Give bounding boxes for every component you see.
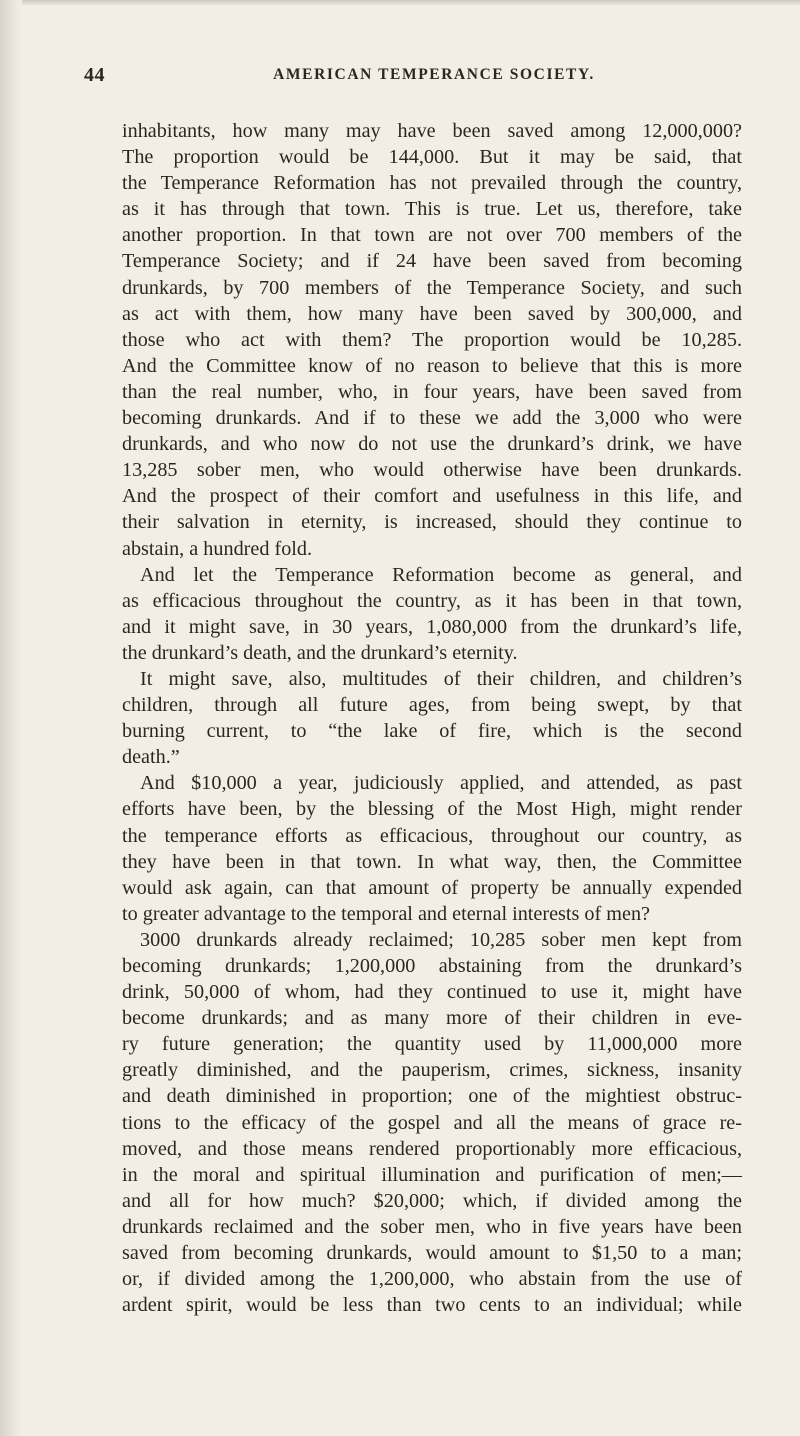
text-line: and death diminished in proportion; one of the mightiest obstruc- [122, 1085, 742, 1108]
text-line: And $10,000 a year, judiciously applied, and attended, as past [140, 772, 742, 795]
text-line: It might save, also, multitudes of their children, and children’s [140, 667, 742, 690]
text-line: saved from becoming drunkards, would amount to $1,50 to a man; [122, 1242, 742, 1265]
text-line: as act with them, how many have been saved by 300,000, and [122, 302, 742, 325]
text-line: And let the Temperance Reformation become as general, and [140, 563, 742, 586]
text-line: they have been in that town. In what way, then, the Committee [122, 850, 742, 873]
text-line: and it might save, in 30 years, 1,080,000 from the drunkard’s life, [122, 615, 742, 638]
text-line: drunkards reclaimed and the sober men, who in five years have been [122, 1215, 742, 1238]
text-line: drunkards, by 700 members of the Temperance Society, and such [122, 276, 742, 299]
text-line: The proportion would be 144,000. But it may be said, that [122, 146, 742, 169]
text-line: moved, and those means rendered proportionably more efficacious, [122, 1137, 742, 1160]
text-line: burning current, to “the lake of fire, which is the second [122, 720, 742, 743]
text-line: Temperance Society; and if 24 have been saved from becoming [122, 250, 742, 273]
text-line: become drunkards; and as many more of their children in eve- [122, 1007, 742, 1030]
text-line: the Temperance Reformation has not prevailed through the country, [122, 172, 742, 195]
text-line: as efficacious throughout the country, as it has been in that town, [122, 589, 742, 612]
text-line: in the moral and spiritual illumination and purification of men;— [122, 1163, 742, 1186]
text-line: children, through all future ages, from being swept, by that [122, 694, 742, 717]
text-line: inhabitants, how many may have been saved among 12,000,000? [122, 120, 742, 142]
text-line: to greater advantage to the temporal and eternal interests of men? [122, 902, 651, 925]
text-line: or, if divided among the 1,200,000, who abstain from the use of [122, 1268, 742, 1291]
text-line: drunkards, and who now do not use the drunkard’s drink, we have [122, 433, 742, 456]
text-line: and all for how much? $20,000; which, if divided among the [122, 1189, 742, 1212]
text-line: the drunkard’s death, and the drunkard’s eternity. [122, 641, 518, 664]
text-line: drink, 50,000 of whom, had they continued to use it, might have [122, 981, 742, 1004]
running-title: AMERICAN TEMPERANCE SOCIETY. [273, 66, 595, 83]
text-line: tions to the efficacy of the gospel and all the means of grace re- [122, 1111, 742, 1134]
text-line: ry future generation; the quantity used by 11,000,000 more [122, 1033, 742, 1056]
text-line: 13,285 sober men, who would otherwise have been drunkards. [122, 459, 742, 482]
text-line: as it has through that town. This is true. Let us, therefore, take [122, 198, 742, 221]
text-line: becoming drunkards; 1,200,000 abstaining from the drunkard’s [122, 955, 742, 977]
text-line: 3000 drunkards already reclaimed; 10,285 sober men kept from [140, 928, 742, 951]
body-text [122, 118, 742, 1318]
text-line: than the real number, who, in four years, have been saved from [122, 380, 742, 403]
text-line: their salvation in eternity, is increased, should they continue to [122, 511, 742, 534]
text-line: ardent spirit, would be less than two cents to an individual; while [122, 1294, 742, 1317]
text-line: greatly diminished, and the pauperism, crimes, sickness, insanity [122, 1059, 742, 1082]
text-line: abstain, a hundred fold. [122, 537, 313, 560]
text-line: And the Committee know of no reason to believe that this is more [122, 354, 742, 377]
text-line: those who act with them? The proportion would be 10,285. [122, 328, 742, 351]
text-line: death.” [122, 746, 180, 769]
text-line: would ask again, can that amount of property be annually expended [122, 876, 742, 899]
text-line: And the prospect of their comfort and usefulness in this life, and [122, 485, 742, 508]
text-line: the temperance efforts as efficacious, throughout our country, as [122, 824, 742, 847]
page-number: 44 [84, 64, 105, 86]
text-line: efforts have been, by the blessing of the Most High, might render [122, 798, 742, 821]
text-line: another proportion. In that town are not over 700 members of the [122, 224, 742, 247]
page-header [84, 64, 744, 94]
page-top-shadow [0, 0, 800, 6]
text-line: becoming drunkards. And if to these we add the 3,000 who were [122, 407, 742, 430]
page-binding-shadow [0, 0, 22, 1436]
